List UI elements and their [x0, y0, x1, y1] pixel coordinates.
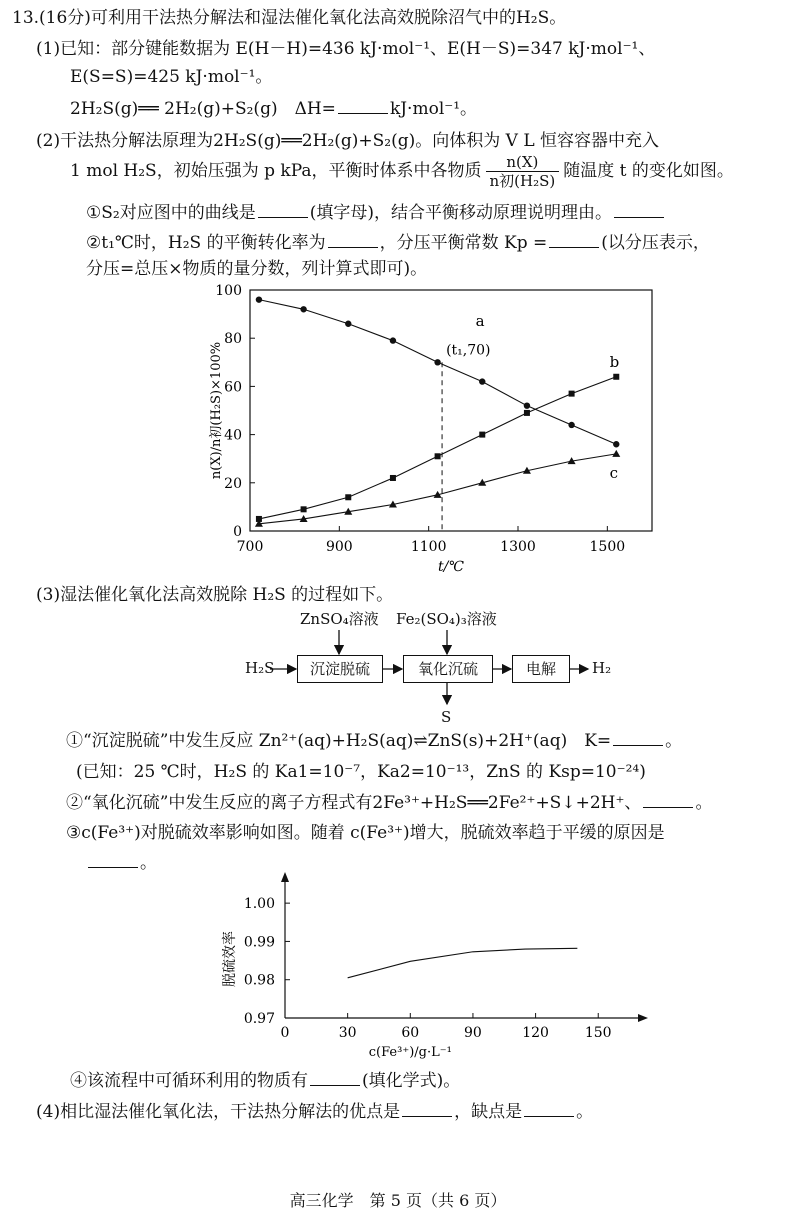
- part4-text-a: 相比湿法催化氧化法，干法热分解法的优点是: [60, 1102, 401, 1122]
- chart2-y-arrow: [281, 872, 289, 882]
- part2-line1: [36, 129, 659, 153]
- chart1-xlabel: t/℃: [437, 559, 465, 575]
- fraction-nx: [486, 153, 560, 190]
- chart1-point-a: [613, 441, 619, 447]
- part1-line1: [36, 37, 655, 61]
- chart1-point-a: [345, 321, 351, 327]
- answer-blank-reason[interactable]: [614, 201, 664, 218]
- chart1-ytick-label: 80: [224, 331, 242, 348]
- flow-reagent2: Fe₂(SO₄)₃溶液: [396, 610, 497, 628]
- chart1-point-a: [256, 296, 262, 302]
- part2-text: 干法热分解法原理为2H₂S(g)══2H₂(g)+S₂(g)。向体积为 V L 恒容容器中充入: [60, 131, 660, 151]
- part2-q1-text: ①S₂对应图中的曲线是: [86, 203, 256, 223]
- chart2-axes: [222, 872, 648, 1060]
- chart1-marks: [255, 296, 620, 531]
- part3-q4-text: ④该流程中可循环利用的物质有: [70, 1071, 308, 1091]
- question-points: (16分): [39, 8, 91, 28]
- part3-q2-end: 。: [695, 793, 713, 813]
- part2-q1: [86, 201, 666, 225]
- chart1-point-a: [568, 422, 574, 428]
- part3-line1: [36, 583, 393, 607]
- part3-q1-text: ①“沉淀脱硫”中发生反应 Zn²⁺(aq)+H₂S(aq)⇌ZnS(s)+2H⁺(aq) K=: [66, 731, 612, 751]
- chart1-xtick-label: 700: [236, 539, 264, 555]
- flow-box-electrolysis: 电解: [512, 655, 570, 683]
- flow-box-oxidation: 氧化沉硫: [403, 655, 493, 683]
- chart1-point-b: [479, 432, 485, 438]
- chart1-ytick-label: 20: [224, 475, 242, 492]
- chart2-xtick-label: 120: [522, 1025, 549, 1041]
- chart-temperature: [200, 280, 670, 580]
- answer-blank-curve[interactable]: [258, 201, 308, 218]
- part1-equation-text: 2H₂S(g)══ 2H₂(g)+S₂(g) ΔH=: [70, 99, 336, 119]
- part1-text: 已知：部分键能数据为 E(H－H)=436 kJ·mol⁻¹、E(H－S)=347 kJ·mol⁻¹、: [60, 39, 656, 59]
- question-header: [12, 6, 566, 30]
- part3-q1-note: (已知：25 ℃时，H₂S 的 Ka1=10⁻⁷，Ka2=10⁻¹³，ZnS 的 Ksp=10⁻²⁴): [76, 762, 646, 782]
- part2-label: (2): [36, 131, 61, 151]
- chart1-series-label-a: a: [475, 312, 485, 331]
- part1-line2: E(S=S)=425 kJ·mol⁻¹。: [70, 67, 273, 87]
- chart1-ytick-label: 60: [224, 379, 242, 396]
- part3-q4: [70, 1069, 460, 1093]
- flow-input: H₂S: [245, 659, 275, 677]
- chart2-ytick-label: 0.97: [243, 1011, 275, 1027]
- answer-blank-ionic-eq[interactable]: [643, 791, 693, 808]
- chart1-ytick-label: 100: [215, 283, 242, 299]
- chart2-x-arrow: [638, 1014, 648, 1022]
- flow-reagent1: ZnSO₄溶液: [300, 610, 379, 628]
- chart1-point-a: [390, 337, 396, 343]
- chart2-series-line: [348, 948, 578, 977]
- part3-q3-cont: [86, 851, 157, 875]
- chart1-point-b: [569, 391, 575, 397]
- chart1-point-b: [435, 453, 441, 459]
- chart1-annotation-label: (t₁,70): [446, 342, 491, 359]
- part2-q1-text-b: (填字母)，结合平衡移动原理说明理由。: [309, 203, 612, 223]
- chart1-point-a: [300, 306, 306, 312]
- part2-q2-text: ②t₁℃时，H₂S 的平衡转化率为: [86, 233, 326, 253]
- chart2-xtick-label: 30: [338, 1025, 357, 1041]
- part1-equation: [70, 97, 477, 121]
- chart1-ytick-label: 40: [224, 427, 242, 444]
- chart1-point-b: [345, 494, 351, 500]
- chart2-ylabel: 脱硫效率: [222, 931, 238, 987]
- chart1-point-a: [479, 378, 485, 384]
- chart2-ytick-label: 1.00: [243, 896, 275, 913]
- chart1-point-c: [612, 450, 620, 457]
- flow-output: H₂: [592, 659, 612, 677]
- flow-box-precipitation: 沉淀脱硫: [297, 655, 383, 683]
- answer-blank-k[interactable]: [613, 729, 663, 746]
- chart1-series-a-line: [259, 300, 616, 445]
- part2-text-2a: 1 mol H₂S，初始压强为 p kPa，平衡时体系中各物质: [70, 161, 482, 181]
- answer-blank-conversion[interactable]: [328, 231, 378, 248]
- part2-q2-cont: 分压=总压×物质的量分数，列计算式即可)。: [86, 259, 428, 279]
- chart1-point-b: [390, 475, 396, 481]
- chart2-ytick-label: 0.98: [243, 972, 275, 989]
- answer-blank-disadvantage[interactable]: [524, 1100, 574, 1117]
- part3-q3-end: 。: [140, 853, 157, 873]
- chart1-series-c-line: [259, 454, 616, 524]
- answer-blank-kp[interactable]: [549, 231, 599, 248]
- chart-fe-efficiency: [200, 872, 660, 1062]
- part2-q2-text-b: ，分压平衡常数 Kp =: [379, 233, 548, 253]
- part4-text-c: 。: [576, 1102, 594, 1122]
- part3-q2: [66, 791, 712, 815]
- chart1-axes: [209, 283, 652, 575]
- chart1-xtick-label: 1300: [500, 539, 536, 555]
- chart1-point-a: [434, 359, 440, 365]
- part4-text-b: ，缺点是: [454, 1102, 523, 1122]
- part1-unit: kJ·mol⁻¹。: [389, 99, 478, 119]
- chart1-series-label-c: c: [609, 463, 618, 482]
- part3-q4-text-b: (填化学式)。: [362, 1071, 461, 1091]
- fraction-numerator: n(X): [486, 153, 560, 172]
- part4-line: [36, 1100, 593, 1124]
- chart2-xtick-label: 150: [584, 1025, 612, 1041]
- chart1-frame: [250, 290, 652, 531]
- part1-label: (1): [36, 39, 61, 59]
- chart1-xtick-label: 1100: [410, 539, 447, 555]
- answer-blank-recycle[interactable]: [310, 1069, 360, 1086]
- part3-q1-end: 。: [665, 731, 683, 751]
- flow-byproduct: S: [441, 708, 452, 726]
- chart1-point-b: [613, 374, 619, 380]
- fraction-denominator: n初(H₂S): [489, 172, 556, 190]
- chart1-point-a: [524, 402, 530, 408]
- chart2-xtick-label: 0: [280, 1025, 290, 1041]
- question-number: 13.: [12, 8, 40, 28]
- chart1-point-b: [524, 410, 530, 416]
- part2-q2: [86, 231, 710, 255]
- chart1-ylabel: n(X)/n初(H₂S)×100%: [209, 341, 224, 480]
- chart2-xtick-label: 90: [464, 1025, 482, 1041]
- answer-blank-dh[interactable]: [338, 97, 388, 114]
- part2-text-2b: 随温度 t 的变化如图。: [563, 161, 734, 181]
- chart1-xtick-label: 900: [325, 539, 353, 555]
- question-intro: 可利用干法热分解法和湿法催化氧化法高效脱除沼气中的H₂S。: [90, 8, 567, 28]
- part3-q1: [66, 729, 682, 753]
- part3-q3: ③c(Fe³⁺)对脱硫效率影响如图。随着 c(Fe³⁺)增大，脱硫效率趋于平缓的原因是: [66, 823, 665, 843]
- page-footer: 高三化学 第 5 页（共 6 页）: [289, 1191, 507, 1210]
- part3-label: (3): [36, 585, 61, 605]
- chart2-xlabel: c(Fe³⁺)/g·L⁻¹: [368, 1045, 452, 1060]
- part3-text: 湿法催化氧化法高效脱除 H₂S 的过程如下。: [60, 585, 394, 605]
- chart2-xtick-label: 60: [401, 1025, 420, 1041]
- part2-q2-text-c: (以分压表示，: [601, 233, 710, 253]
- chart1-ytick-label: 0: [233, 524, 242, 540]
- chart1-xtick-label: 1500: [589, 539, 626, 555]
- chart2-ytick-label: 0.99: [243, 934, 275, 951]
- part2-line2: [70, 152, 734, 190]
- chart1-point-b: [301, 506, 307, 512]
- answer-blank-reason-2[interactable]: [88, 851, 138, 868]
- chart1-series-label-b: b: [609, 353, 620, 372]
- part4-label: (4): [36, 1102, 61, 1122]
- answer-blank-advantage[interactable]: [402, 1100, 452, 1117]
- chart2-marks: [348, 948, 578, 977]
- part3-q2-text: ②“氧化沉硫”中发生反应的离子方程式有2Fe³⁺+H₂S══2Fe²⁺+S↓+2H⁺、: [66, 793, 642, 813]
